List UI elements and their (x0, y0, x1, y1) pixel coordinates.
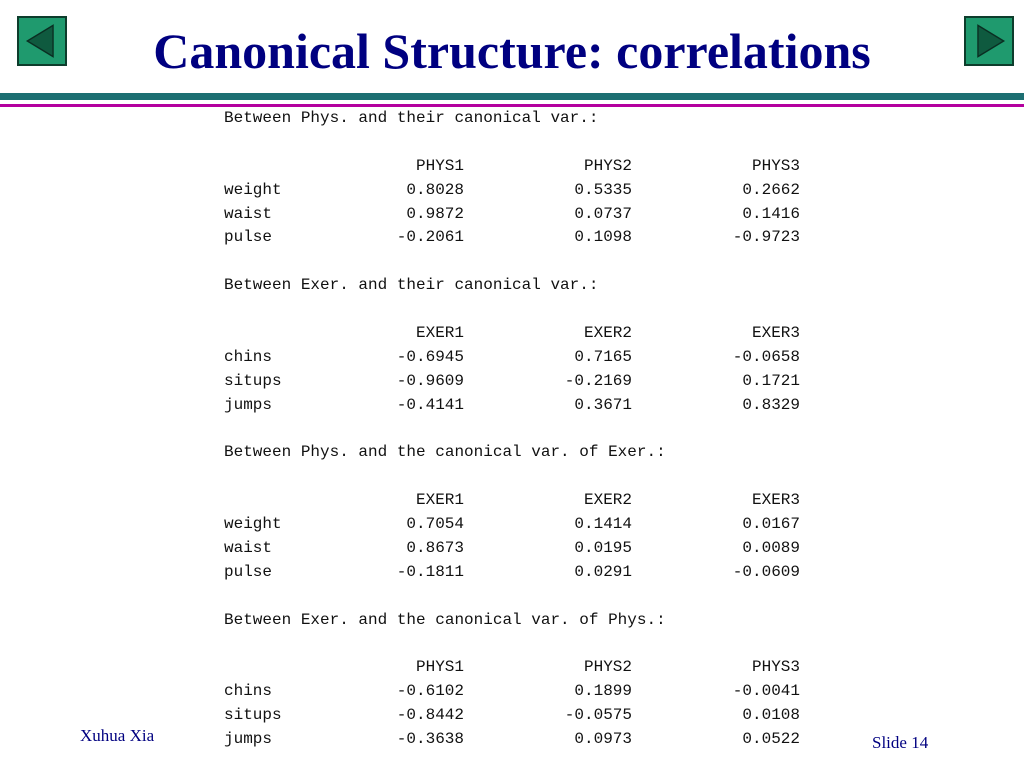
correlation-table (224, 609, 864, 752)
row-label: weight (224, 515, 282, 534)
row-label: chins (224, 682, 273, 701)
table-cell: 0.7054 (406, 515, 464, 534)
table-cell: -0.9609 (396, 371, 464, 390)
table-heading: Between Exer. and their canonical var.: (224, 276, 599, 295)
column-header: EXER2 (583, 324, 632, 343)
table-heading: Between Exer. and the canonical var. of Phys.: (224, 610, 666, 629)
column-header: EXER3 (751, 324, 800, 343)
table-cell: -0.1811 (396, 562, 464, 581)
table-cell: -0.3638 (396, 730, 464, 749)
right-triangle-icon (966, 18, 1012, 64)
table-row (224, 728, 864, 752)
slide-number: Slide 14 (872, 733, 929, 752)
table-row (224, 226, 864, 250)
row-label: situps (224, 706, 282, 725)
table-cell: 0.0973 (574, 730, 632, 749)
table-row (224, 203, 864, 227)
table-cell: 0.8673 (406, 539, 464, 558)
table-header-row (224, 322, 864, 346)
table-cell: 0.2662 (742, 180, 800, 199)
table-cell: -0.9723 (732, 228, 800, 247)
table-cell: 0.1899 (574, 682, 632, 701)
table-row (224, 561, 864, 585)
table-cell: 0.8329 (742, 395, 800, 414)
table-cell: -0.2061 (396, 228, 464, 247)
row-label: weight (224, 180, 282, 199)
table-row (224, 704, 864, 728)
next-slide-button[interactable] (964, 16, 1014, 66)
table-row (224, 370, 864, 394)
correlation-table (224, 107, 864, 274)
table-cell: 0.9872 (406, 204, 464, 223)
table-cell: -0.2169 (564, 371, 632, 390)
column-header: PHYS1 (415, 658, 464, 677)
table-cell: -0.6945 (396, 347, 464, 366)
table-cell: -0.6102 (396, 682, 464, 701)
correlation-output (224, 107, 864, 752)
row-label: situps (224, 371, 282, 390)
table-cell: 0.0522 (742, 730, 800, 749)
table-cell: 0.8028 (406, 180, 464, 199)
table-cell: 0.1416 (742, 204, 800, 223)
table-cell: -0.0658 (732, 347, 800, 366)
table-cell: 0.0167 (742, 515, 800, 534)
row-label: pulse (224, 562, 273, 581)
table-heading: Between Phys. and the canonical var. of Exer.: (224, 443, 666, 462)
table-cell: -0.0041 (732, 682, 800, 701)
table-cell: 0.1098 (574, 228, 632, 247)
row-label: waist (224, 539, 273, 558)
table-cell: 0.3671 (574, 395, 632, 414)
table-header-row (224, 489, 864, 513)
correlation-table (224, 274, 864, 441)
row-label: jumps (224, 395, 273, 414)
column-header: PHYS2 (583, 658, 632, 677)
column-header: PHYS2 (583, 156, 632, 175)
table-cell: -0.8442 (396, 706, 464, 725)
table-row (224, 394, 864, 418)
column-header: PHYS3 (751, 156, 800, 175)
table-cell: 0.7165 (574, 347, 632, 366)
column-header: PHYS3 (751, 658, 800, 677)
table-cell: 0.0737 (574, 204, 632, 223)
table-row (224, 513, 864, 537)
footer-author: Xuhua Xia (80, 726, 155, 745)
table-row (224, 537, 864, 561)
table-row (224, 179, 864, 203)
table-cell: 0.1414 (574, 515, 632, 534)
table-header-row (224, 656, 864, 680)
table-heading: Between Phys. and their canonical var.: (224, 109, 599, 127)
table-cell: -0.0609 (732, 562, 800, 581)
slide-title: Canonical Structure: correlations (153, 23, 871, 79)
table-cell: 0.0108 (742, 706, 800, 725)
table-cell: 0.1721 (742, 371, 800, 390)
title-divider-teal (0, 93, 1024, 100)
column-header: EXER3 (751, 491, 800, 510)
column-header: PHYS1 (415, 156, 464, 175)
column-header: EXER1 (415, 491, 464, 510)
table-cell: -0.4141 (396, 395, 464, 414)
table-row (224, 346, 864, 370)
table-cell: -0.0575 (564, 706, 632, 725)
row-label: chins (224, 347, 273, 366)
row-label: pulse (224, 228, 273, 247)
column-header: EXER2 (583, 491, 632, 510)
column-header: EXER1 (415, 324, 464, 343)
row-label: waist (224, 204, 273, 223)
table-header-row (224, 155, 864, 179)
correlation-table (224, 441, 864, 608)
table-row (224, 680, 864, 704)
table-cell: 0.5335 (574, 180, 632, 199)
table-cell: 0.0291 (574, 562, 632, 581)
row-label: jumps (224, 730, 273, 749)
table-cell: 0.0089 (742, 539, 800, 558)
table-cell: 0.0195 (574, 539, 632, 558)
